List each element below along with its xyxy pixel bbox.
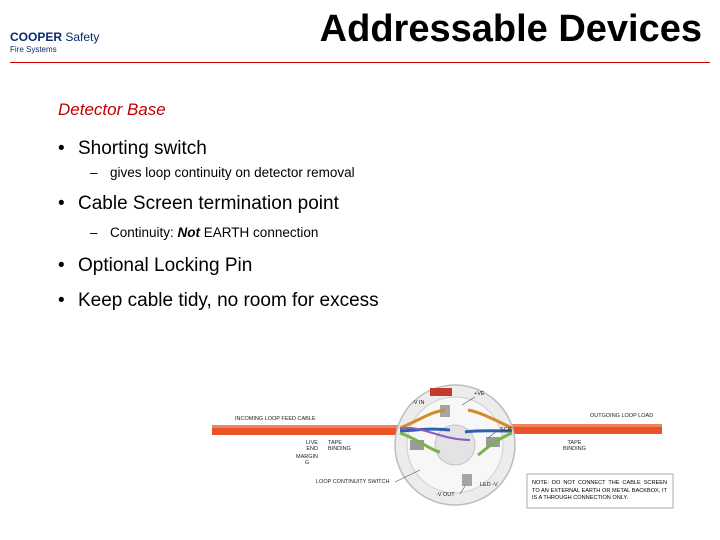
bullet-dot-icon: •	[58, 255, 65, 276]
logo-brand: COOPER	[10, 30, 63, 44]
section-heading: Detector Base	[58, 100, 166, 119]
label-ve: +VE	[474, 391, 485, 397]
label-loop-continuity-switch: LOOP CONTINUITY SWITCH	[316, 479, 390, 485]
bullet-text: Shorting switch	[78, 138, 207, 159]
label-live-end-2: END	[306, 446, 318, 453]
label-led: LED -V	[480, 482, 498, 488]
dash-icon: –	[90, 225, 98, 240]
label-scr: SCR	[500, 427, 512, 433]
label-incoming-cable: INCOMING LOOP FEED CABLE	[235, 416, 316, 422]
label-tape-right-1: TAPE	[567, 440, 582, 446]
sub-bullet-text: gives loop continuity on detector removal	[110, 165, 355, 180]
dash-icon: –	[90, 165, 98, 180]
label-tape-binding-left	[328, 440, 351, 453]
label-outgoing-cable: OUTGOING LOOP LOAD	[590, 413, 654, 419]
sub-bullet-text-post: EARTH connection	[200, 225, 319, 240]
label-tape-right-2: BINDING	[563, 446, 586, 453]
label-live-end	[306, 440, 318, 453]
bullet-text: Keep cable tidy, no room for excess	[78, 290, 379, 311]
label-v-in: -V IN	[412, 400, 425, 406]
logo-subtitle: Fire Systems	[10, 45, 57, 54]
logo-brand-suffix: Safety	[65, 30, 100, 44]
label-live-end-1: LIVE	[306, 440, 318, 446]
bullet-dot-icon: •	[58, 138, 65, 159]
label-v-out: -V OUT	[436, 492, 455, 498]
label-tape-binding-right	[563, 440, 586, 453]
label-tape-left-2: BINDING	[328, 446, 351, 453]
label-tape-left-1: TAPE	[328, 440, 342, 446]
label-margin-1: MARGIN	[296, 454, 318, 460]
sub-bullet-emphasis: Not	[177, 225, 201, 240]
sub-bullet-text-pre: Continuity:	[110, 225, 178, 240]
bullet-text: Optional Locking Pin	[78, 255, 253, 276]
slide-title: Addressable Devices	[319, 8, 702, 50]
diagram-note: NOTE: DO NOT CONNECT THE CABLE SCREEN TO AN EXTERNAL EARTH OR METAL BACKBOX, IT IS A THROUGH CONNECTION ONLY.	[532, 480, 667, 502]
bullet-text: Cable Screen termination point	[78, 193, 339, 214]
label-margin	[296, 454, 318, 467]
bullet-dot-icon: •	[58, 290, 65, 311]
label-margin-2: G	[304, 460, 310, 467]
bullet-dot-icon: •	[58, 193, 65, 214]
